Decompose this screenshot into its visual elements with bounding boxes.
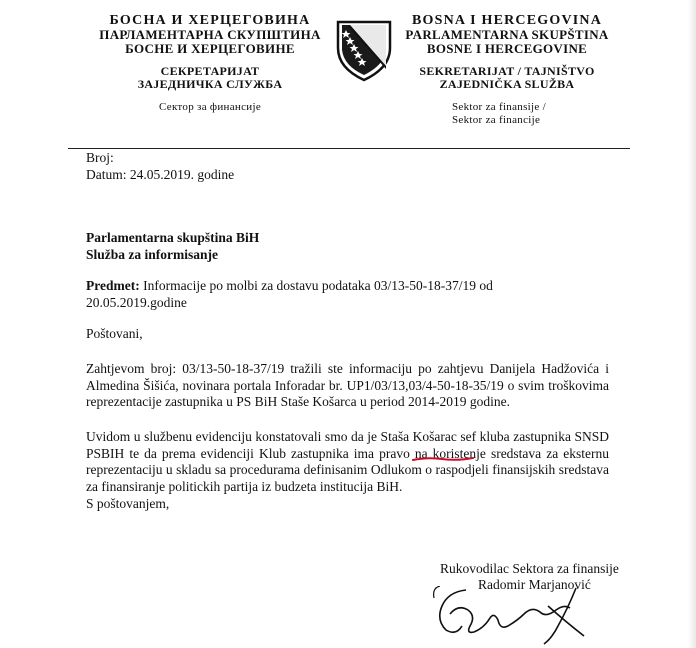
closing: S poštovanjem, (86, 496, 170, 511)
scan-edge (688, 0, 696, 648)
paragraph-findings: Uvidom u službenu evidenciju konstatovali smo da je Staša Košarac sef kluba zastupnika SNSD PSBIH te da prema evidenciji Klub zastupnika ima pravo na koristenje sredstava za eksternu reprezentaciju u skladu sa procedurama definisanim Odlukom o raspodjeli finansijskih sredstava za finansiranje politickih partija iz budzeta institucija BiH. (86, 429, 609, 494)
handwritten-underline (412, 455, 474, 463)
subject-text: Informacije po molbi za dostavu podataka 03/13-50-18-37/19 od (139, 278, 493, 293)
handwritten-signature (428, 586, 588, 646)
document-date: Datum: 24.05.2019. godine (86, 167, 235, 182)
subject-line (86, 278, 576, 295)
header-divider (68, 148, 630, 149)
header-right-line2: PARLAMENTARNA SKUPŠTINA (405, 27, 609, 42)
header-left-line3: БОСНЕ И ХЕРЦЕГОВИНЕ (125, 41, 295, 56)
subject-label: Predmet: (86, 278, 140, 293)
document-number: Broj: (86, 150, 114, 165)
header-right-dept1: Sektor za finansije / (452, 101, 546, 113)
signatory-title: Rukovodilac Sektora za finansije (440, 561, 619, 576)
header-right-secretariat: SEKRETARIJAT / TAJNIŠTVO (419, 64, 595, 78)
header-right-line3: BOSNE I HERCEGOVINE (426, 41, 588, 56)
signatory-name: Radomir Marjanović (478, 577, 591, 592)
header-left (60, 14, 360, 114)
header-left-service: ЗАЈЕДНИЧКА СЛУЖБА (137, 77, 283, 91)
header-right-dept2: Sektor za financije (452, 114, 541, 126)
paragraph-request: Zahtjevom broj: 03/13-50-18-37/19 tražili ste informaciju po zahtjevu Danijela Hadžovića i Almedina Šišića, novinara portala Inforadar br. UP1/03/13,03/4-50-18-35/19 o svim troškovima reprezentacije zastupnika u PS BiH Staše Košarca u period 2014-2019 godine. (86, 361, 609, 409)
header-right-service: ZAJEDNIČKA SLUŽBA (439, 77, 575, 91)
header-left-line1: БОСНА И ХЕРЦЕГОВИНА (109, 13, 311, 28)
greeting: Poštovani, (86, 326, 143, 341)
header-left-line2: ПАРЛАМЕНТАРНА СКУПШТИНА (99, 27, 321, 42)
header-left-secretariat: СЕКРЕТАРИЈАТ (160, 64, 260, 78)
coat-of-arms-icon (336, 20, 392, 82)
header-right-department (402, 101, 612, 127)
header-right-line1: BOSNA I HERCEGOVINA (411, 13, 603, 28)
recipient-service: Služba za informisanje (86, 247, 219, 262)
header-right (402, 14, 612, 127)
header-left-department: Сектор за финансије (158, 101, 262, 113)
subject-date: 20.05.2019.godine (86, 295, 187, 310)
recipient-name: Parlamentarna skupština BiH (86, 230, 260, 245)
